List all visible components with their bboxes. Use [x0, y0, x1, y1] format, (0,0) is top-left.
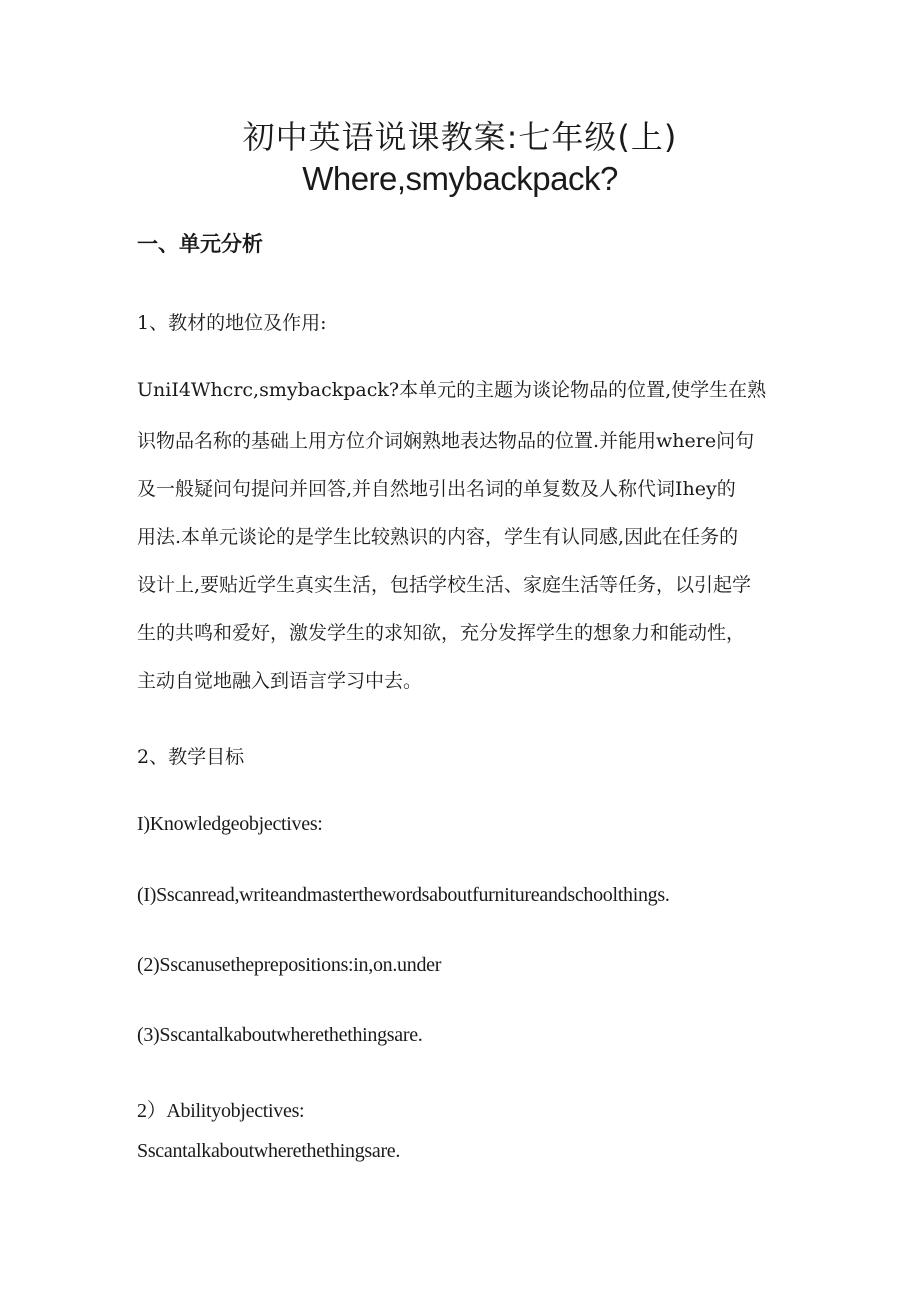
- knowledge-item: (3)Sscantalkaboutwherethethingsare.: [137, 1024, 423, 1046]
- title-line-1: 初中英语说课教案:七年级(上): [242, 118, 678, 156]
- paragraph-line: 主动自觉地融入到语言学习中去。: [137, 670, 423, 692]
- knowledge-item: (2)Sscanusetheprepositions:in,on.under: [137, 954, 442, 976]
- paragraph-line: 设计上,要贴近学生真实生活，包括学校生活、家庭生活等任务，以引起学: [137, 574, 752, 596]
- section-heading: 一、单元分析: [137, 232, 263, 256]
- paragraph-line: 及一般疑问句提问并回答,并自然地引出名词的单复数及人称代词Ihey的: [137, 478, 736, 500]
- paragraph-line: 生的共鸣和爱好，激发学生的求知欲，充分发挥学生的想象力和能动性，: [137, 622, 746, 644]
- ability-item: Sscantalkaboutwherethethingsare.: [137, 1140, 401, 1162]
- paragraph-line: UniI4Whcrc,smybackpack?本单元的主题为谈论物品的位置,使学生在熟: [137, 379, 767, 401]
- ability-objectives-heading: 2）Abilityobjectives:: [137, 1100, 305, 1122]
- subsection-heading-1: 1、教材的地位及作用:: [137, 312, 327, 334]
- title-line-2: Where,smybackpack?: [302, 160, 618, 197]
- paragraph-line: 用法.本单元谈论的是学生比较熟识的内容，学生有认同感,因此在任务的: [137, 526, 739, 548]
- knowledge-objectives-heading: I)Knowledgeobjectives:: [137, 813, 323, 835]
- knowledge-item: (I)Sscanread,writeandmasterthewordsaboutfurnitureandschoolthings.: [137, 884, 670, 906]
- subsection-heading-2: 2、教学目标: [137, 746, 245, 768]
- paragraph-line: 识物品名称的基础上用方位介词娴熟地表达物品的位置.并能用where问句: [137, 430, 755, 452]
